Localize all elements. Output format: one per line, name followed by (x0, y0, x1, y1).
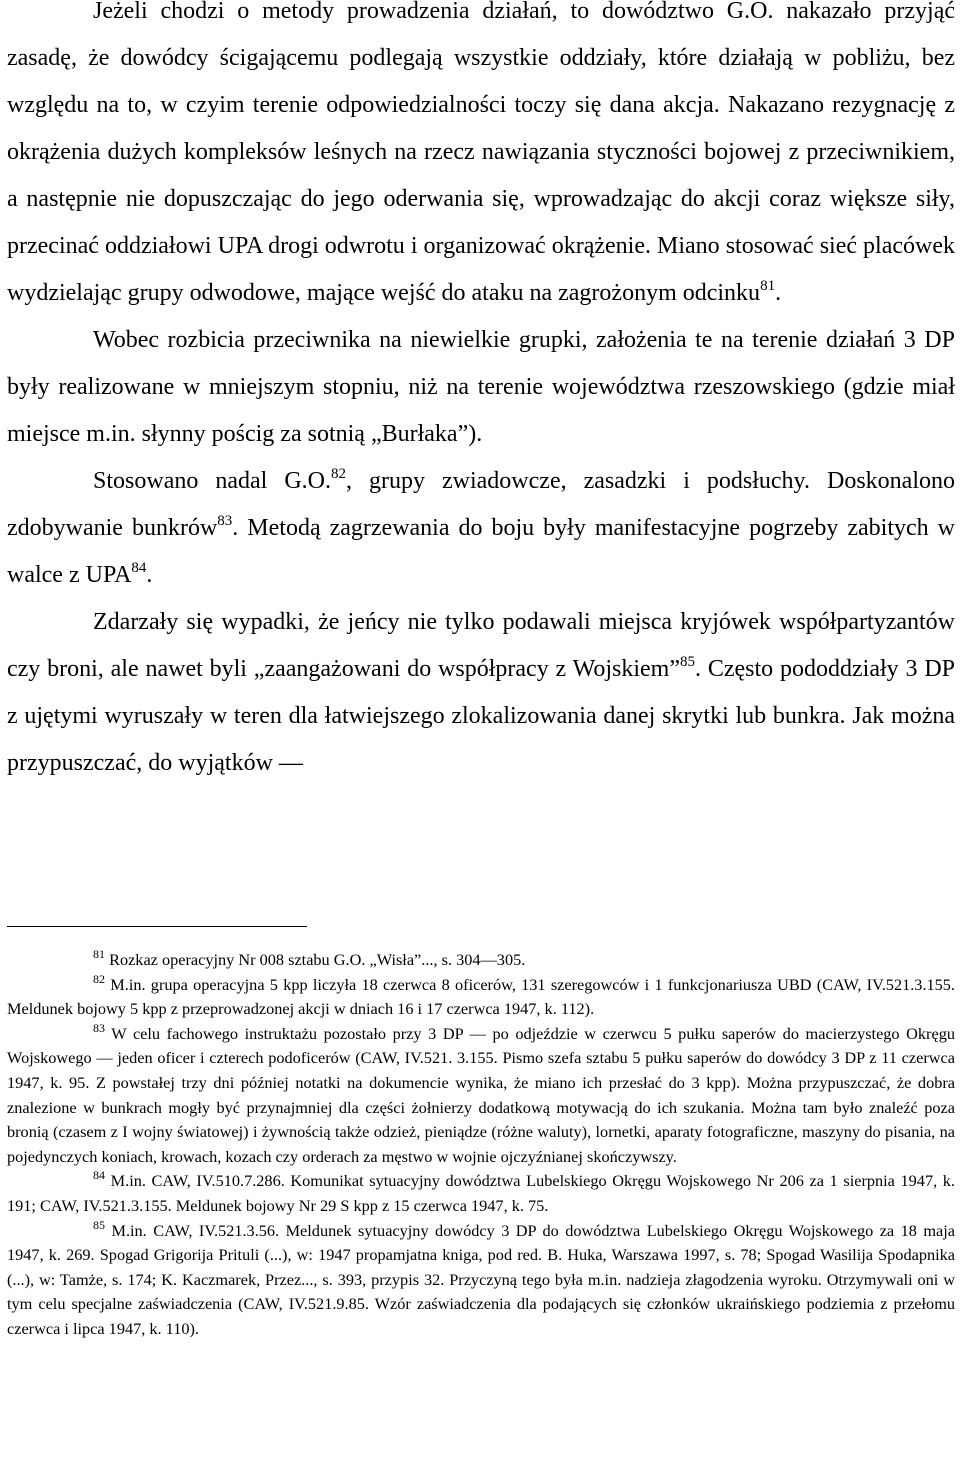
footnote-number: 81 (93, 947, 105, 961)
footnote-81 (7, 948, 955, 973)
paragraph-3-text-d: . (146, 562, 153, 588)
footnote-ref-85[interactable]: 85 (679, 654, 695, 670)
footnote-number: 84 (93, 1168, 105, 1183)
footnote-text: Rozkaz operacyjny Nr 008 sztabu G.O. „Wisła”..., s. 304—305. (109, 950, 526, 969)
footnote-84 (7, 1169, 955, 1218)
paragraph-4-text-b: . Często pododdziały 3 DP z ujętymi wyruszały w teren dla łatwiejszego zlokalizowania danej skrytki lub bunkra. Jak można przypuszczać, do wyjątków — (7, 656, 955, 776)
paragraph-3-text-a: Stosowano nadal G.O. (93, 468, 331, 494)
paragraph-3-text-c: . Metodą zagrzewania do boju były manifestacyjne pogrzeby zabitych w walce z UPA (7, 515, 955, 588)
document-page (7, 0, 956, 1338)
paragraph-1 (7, 0, 955, 317)
footnote-ref-81[interactable]: 81 (760, 278, 776, 294)
footnote-text: M.in. grupa operacyjna 5 kpp liczyła 18 czerwca 8 oficerów, 131 szeregowców i 1 funkcjonariusza UBD (CAW, IV.521.3.155. Meldunek bojowy 5 kpp z przeprowadzonej akcji w dniach 16 i 17 czerwca 1947, k. 112). (7, 974, 956, 1019)
paragraph-1-text: Jeżeli chodzi o metody prowadzenia działań, to dowództwo G.O. nakazało przyjąć zasadę, że dowódcy ścigającemu podlegają wszystkie oddziały, które działają w pobliżu, bez względu na to, w czyim terenie odpowiedzialności toczy się dana akcja. Nakazano rezygnację z okrążenia dużych kompleksów leśnych na rzecz nawiązania styczności bojowej z przeciwnikiem, a następnie nie dopuszczając do jego oderwania się, wprowadzając do akcji coraz większe siły, przecinać oddziałowi UPA drogi odwrotu i organizować okrążenie. Miano stosować sieć placówek wydzielając grupy odwodowe, mające wejść do ataku na zagrożonym odcinku (7, 0, 955, 306)
footnote-number: 83 (93, 1020, 105, 1035)
footnote-text: M.in. CAW, IV.510.7.286. Komunikat sytuacyjny dowództwa Lubelskiego Okręgu Wojskowego Nr 206 za 1 sierpnia 1947, k. 191; CAW, IV.521.3.155. Meldunek bojowy Nr 29 S kpp z 15 czerwca 1947, k. 75. (7, 1171, 955, 1215)
footnote-83 (7, 1022, 955, 1170)
paragraph-4-text-a: Zdarzały się wypadki, że jeńcy nie tylko podawali miejsca kryjówek współpartyzantów czy broni, ale nawet byli „zaangażowani do współpracy z Wojskiem” (7, 609, 955, 682)
footnote-text: W celu fachowego instruktażu pozostało przy 3 DP — po odjeździe w czerwcu 5 pułku saperów do macierzystego Okręgu Wojskowego — jeden oficer i czterech podoficerów (CAW, IV.521. 3.155. Pismo szefa sztabu 5 pułku saperów do dowódcy 3 DP z 11 czerwca 1947, k. 95. Z powstałej trzy dni później notatki na dokumencie wynika, że miano ich przesłać do 3 kpp). Można przypuszczać, że dobra znalezione w bunkrach mogły być przynajmniej dla części żołnierzy dodatkową motywacją do ich szukania. Można tam było znaleźć poza bronią (czasem z I wojny światowej) i żywnością także odzież, pieniądze (różne waluty), lornetki, aparaty fotograficzne, maszyny do pisania, na pojedynczych koniach, krowach, kozach czy orderach za męstwo w wojnie ojczyźnianej skończywszy. (7, 1023, 955, 1166)
paragraph-2 (7, 317, 955, 458)
paragraph-1-end: . (775, 280, 782, 306)
paragraph-4 (7, 599, 955, 787)
paragraph-3 (7, 458, 955, 599)
footnote-82 (7, 973, 955, 1022)
footnote-ref-82[interactable]: 82 (331, 466, 346, 482)
footnote-number: 85 (93, 1217, 105, 1232)
paragraph-2-text: Wobec rozbicia przeciwnika na niewielkie grupki, założenia te na terenie działań 3 DP były realizowane w mniejszym stopniu, niż na terenie województwa rzeszowskiego (gdzie miał miejsce m.in. słynny pościg za sotnią „Burłaka”). (7, 327, 955, 447)
footnotes (7, 948, 955, 1342)
footnote-separator (7, 926, 307, 927)
footnote-text: M.in. CAW, IV.521.3.56. Meldunek sytuacyjny dowódcy 3 DP do dowództwa Lubelskiego Okręgu Wojskowego za 18 maja 1947, k. 269. Spogad Grigorija Prituli (...), w: 1947 propamjatna kniga, pod red. B. Huka, Warszawa 1997, s. 78; Spogad Wasilija Spodapnika (...), w: Tamże, s. 174; K. Kaczmarek, Przez..., s. 393, przypis 32. Przyczyną tego była m.in. nadzieja złagodzenia wyroku. Otrzymywali oni w tym celu specjalne zaświadczenia (CAW, IV.521.9.85. Wzór zaświadczenia dla podających się członków ukraińskiego podziemia z przełomu czerwca i lipca 1947, k. 110). (7, 1220, 955, 1338)
footnote-ref-83[interactable]: 83 (217, 513, 233, 529)
footnote-85 (7, 1219, 955, 1342)
footnote-ref-84[interactable]: 84 (131, 560, 147, 576)
footnote-number: 82 (93, 971, 105, 986)
main-text (7, 0, 955, 787)
paragraph-3-text-b: , grupy zwiadowcze, zasadzki i podsłuchy. Doskonalono zdobywanie bunkrów (7, 468, 955, 541)
